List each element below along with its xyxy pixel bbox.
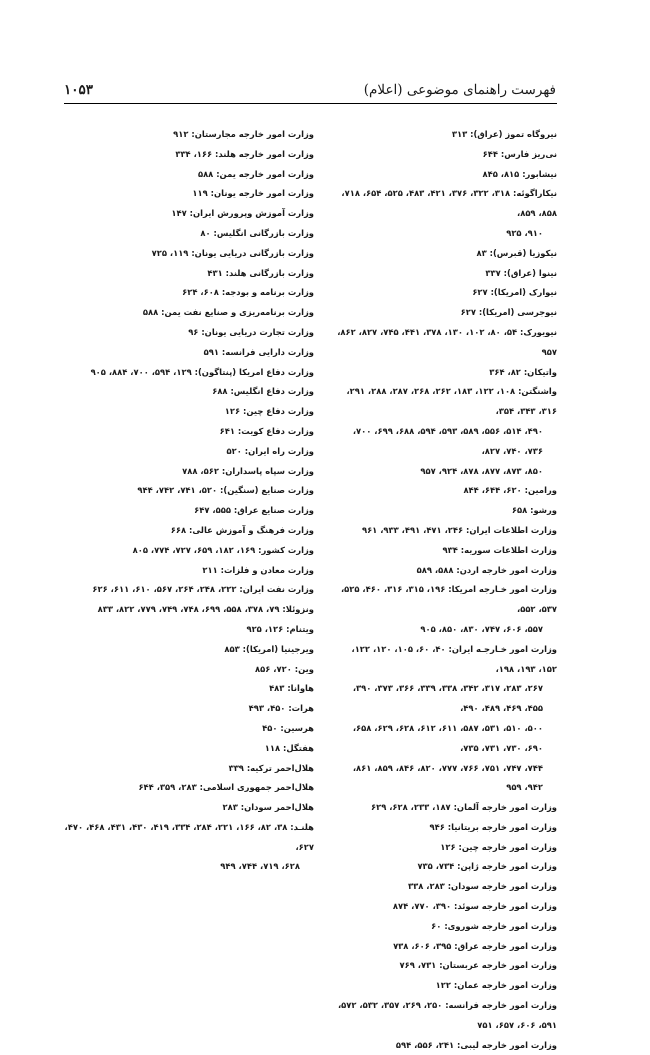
index-entry: [333, 838, 557, 858]
index-entry-line: وزارت برنامه و بودجه: ۶۰۸، ۶۲۴: [182, 287, 314, 298]
index-entry-line: وزارت صنایع (سنگین): ۵۲۰، ۷۴۱، ۷۴۲، ۹۴۴: [137, 485, 314, 496]
index-entry-line: وزارت دارایی فرانسه: ۵۹۱: [203, 346, 314, 357]
index-entry-line: وزارت امور خـارجـه ایران: ۴۰، ۶۰، ۱۰۵، ۱۲۰، ۱۲۲، ۱۵۲، ۱۹۳، ۱۹۸،: [351, 643, 557, 674]
index-entry-line: وزارت امور خارجه لیبی: ۲۴۱، ۵۵۶، ۵۹۴: [395, 1039, 557, 1050]
index-entry-line: وزارت امور خارجه سوئد: ۳۹۰، ۷۷۰، ۸۷۴: [392, 901, 557, 912]
index-entry-line: وین: ۷۲۰، ۸۵۶: [255, 663, 314, 674]
index-entry: [333, 541, 557, 561]
index-entry: [333, 244, 557, 264]
index-entry: [64, 402, 314, 422]
index-column-left: [64, 125, 314, 877]
index-entry-continuation: ۹۱۰، ۹۲۵: [506, 227, 543, 238]
index-entry-line: نینوا (عراق): ۳۳۷: [485, 267, 557, 278]
index-entry-line: وزارت برنامه‌ریزی و صنایع نفت یمن: ۵۸۸: [142, 307, 314, 318]
index-entry-line: ویرجینیا (امریکا): ۸۵۳: [224, 643, 314, 654]
index-entry: [333, 363, 557, 383]
index-entry-line: هاوانا: ۴۸۳: [269, 683, 314, 694]
index-entry: [333, 501, 557, 521]
index-entry-line: هلنـد: ۳۸، ۸۲، ۱۶۶، ۲۲۱، ۲۸۴، ۳۳۴، ۴۱۹، ۴۳۰، ۴۳۱، ۴۶۸، ۴۷۰، ۶۲۷،: [64, 821, 314, 852]
index-entry: [64, 798, 314, 818]
index-entry: [64, 303, 314, 323]
index-entry-line: وزارت امور خارجه عمان: ۱۲۲: [435, 980, 557, 991]
index-entry-line: وزارت آموزش وپرورش ایران: ۱۴۷: [171, 208, 314, 219]
index-entry-line: وزارت بازرگانی انگلیس: ۸۰: [200, 227, 314, 238]
index-entry: [333, 897, 557, 917]
index-entry: [333, 857, 557, 877]
index-entry-line: وزارت دفاع چین: ۱۲۶: [224, 406, 314, 417]
index-entry-line: وزارت امور خارجه هلند: ۱۶۶، ۳۳۴: [175, 148, 314, 159]
index-entry: [64, 640, 314, 660]
index-entry: [64, 818, 314, 877]
index-entry: [64, 283, 314, 303]
index-entry-line: وزارت امور خارجه چین: ۱۲۶: [440, 841, 557, 852]
index-entry: [64, 145, 314, 165]
index-entry-line: نیکوزیا (قبرس): ۸۳: [476, 247, 557, 258]
index-entry-line: وزارت امور خارجه عراق: ۳۹۵، ۶۰۶، ۷۳۸: [393, 940, 557, 951]
index-entry: [64, 541, 314, 561]
index-entry-line: وزارت امور خارجه مجارستان: ۹۱۲: [173, 129, 314, 139]
index-entry-line: هلال‌احمر ترکیه: ۳۳۹: [228, 762, 314, 773]
index-entry: [333, 481, 557, 501]
index-entry: [333, 303, 557, 323]
index-entry-line: وزارت نفت ایران: ۲۲۲، ۲۴۸، ۲۶۴، ۵۶۷، ۶۱۰، ۶۱۱، ۶۲۶: [92, 584, 314, 595]
index-entry-line: وزارت امور خارجه فرانسه: ۲۵۰، ۲۶۹، ۳۵۷، ۵۳۲، ۵۷۲، ۵۹۱، ۶۰۶، ۶۵۷، ۷۵۱: [337, 1000, 557, 1030]
index-entry-line: ویتنام: ۱۲۶، ۹۲۵: [246, 623, 314, 634]
index-entry: [64, 660, 314, 680]
index-entry-line: وزارت راه ایران: ۵۲۰: [226, 445, 314, 456]
index-entry: [64, 125, 314, 145]
index-entry-line: وزارت سپاه پاسداران: ۵۶۲، ۷۸۸: [182, 465, 314, 476]
index-entry: [64, 679, 314, 699]
index-entry: [333, 818, 557, 838]
index-entry: [333, 976, 557, 996]
index-entry-continuation: ۵۵۷، ۶۰۶، ۷۴۷، ۸۳۰، ۸۵۰، ۹۰۵: [420, 623, 543, 634]
index-entry: [333, 937, 557, 957]
index-entry: [64, 759, 314, 779]
index-entry-line: وزارت امور خارجه یونان: ۱۱۹: [192, 188, 314, 199]
index-entry: [333, 125, 557, 145]
index-entry-line: نیشابور: ۸۱۵، ۸۴۵: [482, 168, 557, 179]
index-entry: [64, 264, 314, 284]
index-entry-line: نیویورک: ۵۴، ۸۰، ۱۰۲، ۱۳۰، ۳۷۸، ۴۴۱، ۷۴۵، ۸۲۷، ۸۶۲، ۹۵۷: [337, 326, 557, 357]
index-entry-line: ورامین: ۶۲۰، ۶۴۴، ۸۴۴: [463, 485, 557, 496]
index-entry-line: وزارت امور خارجه عربستان: ۷۳۱، ۷۶۹: [399, 960, 557, 971]
index-entry: [333, 382, 557, 481]
index-entry-line: وزارت بازرگانی دریایی یونان: ۱۱۹، ۷۲۵: [151, 247, 314, 258]
index-entry-line: وزارت اطلاعات سوریه: ۹۳۴: [442, 544, 557, 555]
index-entry-line: وزارت فرهنگ و آموزش عالی: ۶۶۸: [170, 524, 314, 535]
index-entry-line: هلال‌احمر جمهوری اسلامی: ۲۸۳، ۳۵۹، ۶۴۴: [138, 782, 314, 793]
index-entry-line: نیکاراگوئه: ۳۱۸، ۳۲۲، ۳۷۶، ۴۲۱، ۴۸۳، ۵۲۵، ۶۵۴، ۷۱۸، ۸۵۸، ۸۵۹،: [341, 188, 557, 219]
index-entry-line: هرات: ۴۵۰، ۴۹۳: [248, 703, 314, 714]
index-entry-line: ونزوئلا: ۷۹، ۳۷۸، ۵۵۸، ۶۹۹، ۷۴۸، ۷۴۹، ۷۷۹، ۸۲۲، ۸۳۳: [97, 604, 314, 615]
index-entry: [333, 184, 557, 243]
index-entry: [64, 224, 314, 244]
index-entry-line: وزارت امور خارجه بریتانیا: ۹۴۶: [429, 821, 557, 832]
index-entry: [64, 442, 314, 462]
index-entry: [64, 481, 314, 501]
index-entry: [64, 501, 314, 521]
index-entry: [333, 323, 557, 363]
index-entry: [333, 580, 557, 639]
index-entry-continuation: ۲۶۷، ۲۸۳، ۳۱۷، ۳۴۲، ۳۳۸، ۳۳۹، ۳۶۶، ۳۷۳، ۳۹۰، ۴۵۵، ۴۶۹، ۴۸۹، ۴۹۰،: [352, 683, 543, 714]
index-entry: [64, 382, 314, 402]
index-entry-line: وزارت امور خارجه آلمان: ۱۸۷، ۲۳۳، ۶۲۸، ۶۲۹: [370, 802, 557, 813]
index-entry: [333, 640, 557, 798]
index-entry-continuation: ۸۵۰، ۸۷۳، ۸۷۷، ۸۷۸، ۹۲۴، ۹۵۷: [420, 465, 543, 476]
index-entry-line: وزارت دفاع انگلیس: ۶۸۸: [212, 386, 314, 397]
index-column-right: [333, 125, 557, 1055]
index-entry: [64, 363, 314, 383]
index-entry-line: وزارت امور خارجه اردن: ۵۸۸، ۵۸۹: [416, 564, 557, 575]
index-entry: [64, 343, 314, 363]
index-entry: [64, 580, 314, 600]
index-entry-line: وزارت اطلاعات ایران: ۲۴۶، ۴۷۱، ۴۹۱، ۹۳۳، ۹۶۱: [361, 524, 557, 535]
index-entry: [333, 145, 557, 165]
index-entry-line: واشنگتن: ۱۰۸، ۱۲۲، ۱۸۳، ۲۶۲، ۲۶۸، ۲۸۷، ۲۸۸، ۲۹۱، ۳۱۶، ۳۴۳، ۳۵۴،: [346, 386, 557, 417]
index-entry: [64, 323, 314, 343]
index-entry: [333, 561, 557, 581]
index-entry-line: نیروگاه تموز (عراق): ۳۱۳: [451, 129, 557, 139]
index-entry: [64, 244, 314, 264]
index-entry-line: وزارت معادن و فلزات: ۲۱۱: [202, 564, 314, 575]
index-entry-line: وزارت صنایع عراق: ۵۵۵، ۶۴۷: [194, 505, 314, 516]
index-entry: [333, 165, 557, 185]
index-entry: [333, 956, 557, 976]
index-entry-line: نیوجرسی (امریکا): ۶۲۷: [460, 307, 557, 318]
index-entry-continuation: ۶۲۸، ۷۱۹، ۷۴۴، ۹۴۹: [220, 861, 300, 872]
index-entry: [64, 521, 314, 541]
page-number: ۱۰۵۳: [64, 82, 94, 98]
index-entry-line: نیوارک (امریکا): ۶۲۷: [472, 287, 557, 298]
index-entry-line: وزارت امور خارجه شوروی: ۶۰: [431, 920, 557, 931]
index-entry: [333, 521, 557, 541]
index-entry-line: وزارت امور خارجه یمن: ۵۸۸: [197, 168, 314, 179]
index-entry-line: وزارت امور خارجه سودان: ۲۸۳، ۳۳۸: [408, 881, 557, 892]
index-entry: [333, 1036, 557, 1055]
index-entry: [333, 264, 557, 284]
index-entry-line: وزارت دفاع امریکا (پنتاگون): ۱۲۹، ۵۹۴، ۷۰۰، ۸۸۴، ۹۰۵: [90, 366, 314, 377]
index-entry-line: وزارت تجارت دریایی یونان: ۹۶: [188, 326, 314, 337]
index-entry-line: وزارت کشور: ۱۶۹، ۱۸۲، ۶۵۹، ۷۲۷، ۷۷۴، ۸۰۵: [132, 544, 314, 555]
header-rule: [64, 103, 557, 104]
index-entry: [64, 165, 314, 185]
running-header-title: فهرست راهنمای موضوعی (اعلام): [363, 82, 556, 98]
index-entry: [64, 699, 314, 719]
index-entry-line: هرسین: ۴۵۰: [262, 722, 314, 733]
index-entry-continuation: ۷۴۴، ۷۴۷، ۷۵۱، ۷۶۶، ۷۷۷، ۸۲۰، ۸۴۶، ۸۵۹، ۸۶۱، ۹۴۲، ۹۵۹: [352, 762, 543, 793]
index-entry-line: هفتگل: ۱۱۸: [264, 742, 314, 753]
index-entry: [64, 204, 314, 224]
index-entry: [64, 778, 314, 798]
index-entry: [64, 422, 314, 442]
index-entry: [333, 283, 557, 303]
index-entry: [333, 996, 557, 1036]
index-entry-continuation: ۵۰۰، ۵۱۰، ۵۳۱، ۵۸۷، ۶۱۱، ۶۱۲، ۶۲۸، ۶۲۹، ۶۵۸، ۶۹۰، ۷۳۰، ۷۳۱، ۷۳۵،: [352, 722, 543, 753]
index-entry: [64, 462, 314, 482]
index-entry-line: واتیکان: ۸۲، ۳۶۴: [489, 366, 557, 377]
index-entry-line: ورشو: ۶۵۸: [511, 505, 557, 516]
index-entry: [333, 917, 557, 937]
index-entry-continuation: ۴۹۰، ۵۱۴، ۵۵۶، ۵۸۹، ۵۹۳، ۵۹۴، ۶۸۸، ۶۹۹، ۷۰۰، ۷۳۶، ۷۴۰، ۸۲۷،: [352, 425, 543, 456]
index-entry: [333, 877, 557, 897]
index-entry-line: وزارت دفاع کویت: ۶۴۱: [219, 425, 314, 436]
index-entry: [64, 561, 314, 581]
index-entry-line: وزارت امور خارجه ژاپن: ۷۳۴، ۷۳۵: [417, 861, 557, 872]
index-entry: [333, 798, 557, 818]
index-entry: [64, 620, 314, 640]
index-entry: [64, 184, 314, 204]
index-entry-line: وزارت بازرگانی هلند: ۴۳۱: [207, 267, 314, 278]
index-entry-line: نی‌ریز فارس: ۶۴۴: [482, 148, 557, 159]
index-entry-line: وزارت امور خـارجه امریکا: ۱۹۶، ۳۱۵، ۳۱۶، ۴۶۰، ۵۲۵، ۵۳۷، ۵۵۲،: [340, 584, 557, 615]
index-entry: [64, 719, 314, 739]
index-entry: [64, 600, 314, 620]
index-entry-line: هلال‌احمر سودان: ۲۸۳: [222, 802, 314, 813]
index-entry: [64, 739, 314, 759]
